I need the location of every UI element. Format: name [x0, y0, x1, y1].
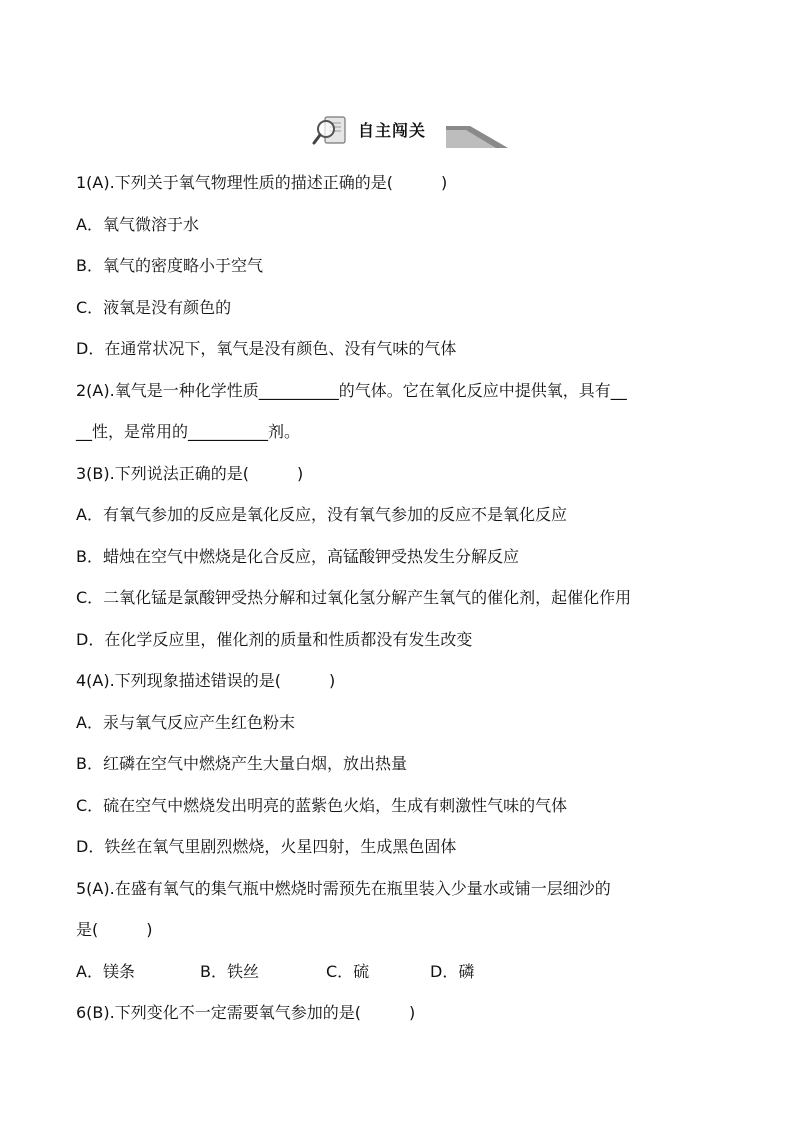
q3-option-b: B．蜡烛在空气中燃烧是化合反应，高锰酸钾受热发生分解反应 [76, 546, 519, 566]
q2-stem-line1: 2(A).氧气是一种化学性质__________的气体。它在氧化反应中提供氧，具有__ [76, 380, 627, 400]
q5-stem-line2: 是( ) [76, 920, 153, 939]
q3-stem: 3(B).下列说法正确的是( ) [76, 463, 304, 483]
q3-option-c: C．二氧化锰是氯酸钾受热分解和过氧化氢分解产生氧气的催化剂，起催化作用 [76, 588, 632, 607]
q5-option-c: C．硫 [326, 961, 370, 981]
q1-option-b: B．氧气的密度略小于空气 [76, 256, 263, 275]
q5-stem-line1: 5(A).在盛有氧气的集气瓶中燃烧时需预先在瓶里装入少量水或铺一层细沙的 [76, 878, 611, 898]
q5-option-d: D．磷 [430, 961, 475, 981]
q4-option-a: A．汞与氧气反应产生红色粉末 [76, 712, 295, 732]
q5-option-a: A．镁条 [76, 961, 135, 981]
header-decoration [446, 122, 508, 148]
q6-stem: 6(B).下列变化不一定需要氧气参加的是( ) [76, 1003, 416, 1022]
q4-option-d: D．铁丝在氧气里剧烈燃烧，火星四射，生成黑色固体 [76, 837, 457, 856]
q4-stem: 4(A).下列现象描述错误的是( ) [76, 671, 336, 690]
q1-option-c: C．液氧是没有颜色的 [76, 297, 232, 317]
q2-stem-line2: __性，是常用的__________剂。 [76, 422, 301, 441]
section-title: 自主闯关 [358, 121, 427, 140]
q5-option-b: B．铁丝 [200, 961, 259, 981]
section-header [312, 114, 502, 148]
q4-option-b: B．红磷在空气中燃烧产生大量白烟，放出热量 [76, 754, 407, 773]
question-content [76, 162, 736, 1034]
q1-stem: 1(A).下列关于氧气物理性质的描述正确的是( ) [76, 173, 448, 192]
q3-option-d: D．在化学反应里，催化剂的质量和性质都没有发生改变 [76, 629, 473, 649]
q5-choices [76, 951, 736, 993]
magnifier-document-icon [312, 114, 352, 148]
q1-option-a: A．氧气微溶于水 [76, 214, 199, 234]
q4-option-c: C．硫在空气中燃烧发出明亮的蓝紫色火焰，生成有刺激性气味的气体 [76, 795, 568, 815]
q1-option-d: D．在通常状况下，氧气是没有颜色、没有气味的气体 [76, 339, 457, 358]
q3-option-a: A．有氧气参加的反应是氧化反应，没有氧气参加的反应不是氧化反应 [76, 505, 567, 524]
